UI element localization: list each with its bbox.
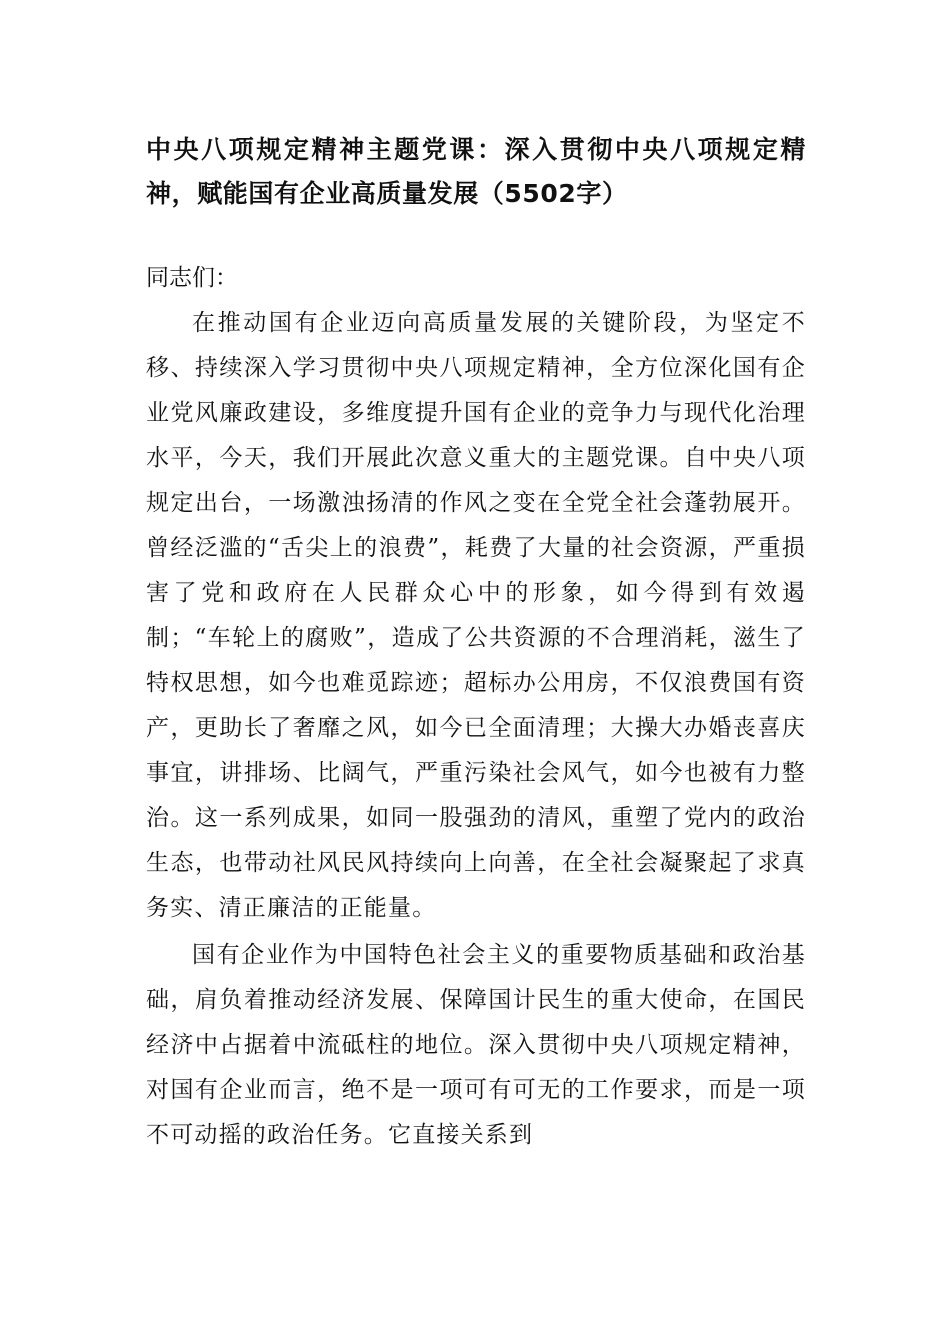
document-title: 中央八项规定精神主题党课：深入贯彻中央八项规定精神，赋能国有企业高质量发展（5502字） <box>146 135 806 208</box>
salutation: 同志们： <box>146 265 238 291</box>
paragraph-1: 在推动国有企业迈向高质量发展的关键阶段，为坚定不移、持续深入学习贯彻中央八项规定精神，全方位深化国有企业党风廉政建设，多维度提升国有企业的竞争力与现代化治理水平，今天，我们开展此次意义重大的主题党课。自中央八项规定出台，一场激浊扬清的作风之变在全党全社会蓬勃展开。曾经泛滥的“舌尖上的浪费”，耗费了大量的社会资源，严重损害了党和政府在人民群众心中的形象，如今得到有效遏制；“车轮上的腐败”，造成了公共资源的不合理消耗，滋生了特权思想，如今也难觅踪迹；超标办公用房，不仅浪费国有资产，更助长了奢靡之风，如今已全面清理；大操大办婚丧喜庆事宜，讲排场、比阔气，严重污染社会风气，如今也被有力整治。这一系列成果，如同一股强劲的清风，重塑了党内的政治生态，也带动社风民风持续向上向善，在全社会凝聚起了求真务实、清正廉洁的正能量。 <box>146 310 806 921</box>
document-body <box>146 128 806 1158</box>
paragraph-2: 国有企业作为中国特色社会主义的重要物质基础和政治基础，肩负着推动经济发展、保障国计民生的重大使命，在国民经济中占据着中流砥柱的地位。深入贯彻中央八项规定精神，对国有企业而言，绝不是一项可有可无的工作要求，而是一项不可动摇的政治任务。它直接关系到 <box>146 942 806 1148</box>
